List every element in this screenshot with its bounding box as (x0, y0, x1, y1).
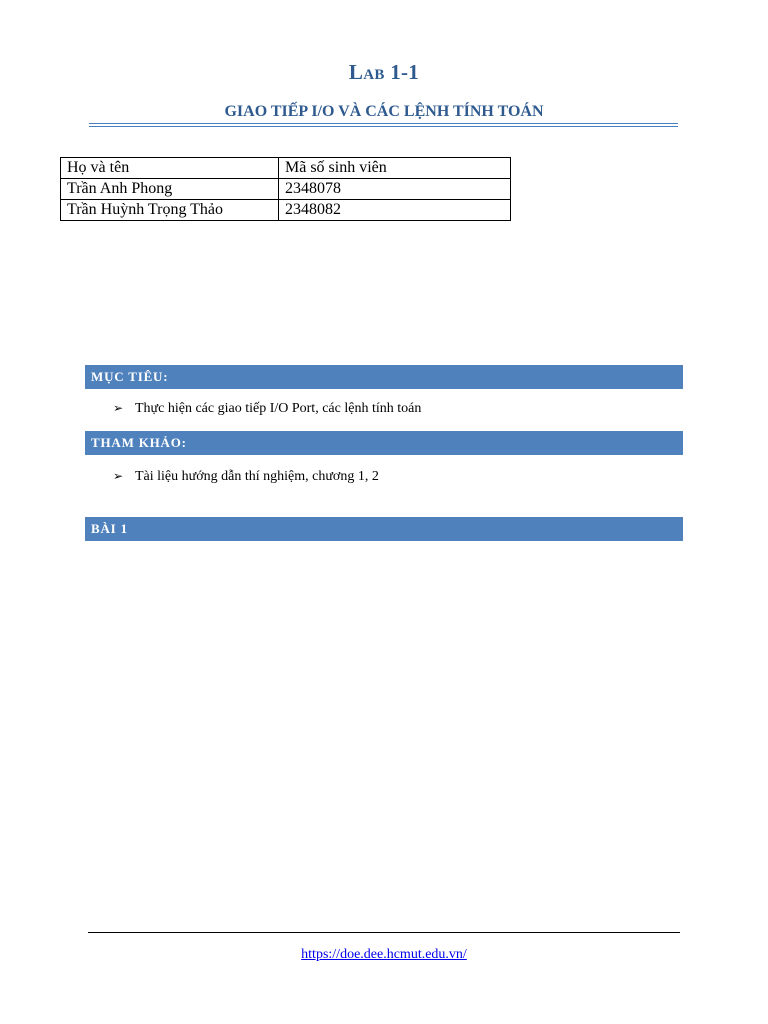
student-id-cell: 2348078 (279, 179, 511, 200)
table-row (61, 200, 511, 221)
list-item (113, 401, 421, 417)
student-name-cell: Trần Anh Phong (61, 179, 279, 200)
list-item (113, 469, 379, 485)
section-heading-reference: THAM KHẢO: (85, 431, 683, 455)
table-row (61, 179, 511, 200)
title-rule-bottom (89, 126, 678, 127)
footer-website-link[interactable]: https://doe.dee.hcmut.edu.vn/ (301, 947, 467, 962)
section-heading-exercise-1: BÀI 1 (85, 517, 683, 541)
document-subtitle: GIAO TIẾP I/O VÀ CÁC LỆNH TÍNH TOÁN (224, 103, 544, 120)
table-header-id: Mã số sinh viên (279, 158, 511, 179)
student-id-cell: 2348082 (279, 200, 511, 221)
arrow-bullet-icon: ➢ (113, 469, 124, 483)
title-rule-top (89, 123, 678, 124)
section-heading-objective: MỤC TIÊU: (85, 365, 683, 389)
arrow-bullet-icon: ➢ (113, 401, 124, 415)
reference-item-text: Tài liệu hướng dẫn thí nghiệm, chương 1, 2 (135, 469, 379, 484)
student-name-cell: Trần Huỳnh Trọng Thảo (61, 200, 279, 221)
students-table (60, 157, 511, 221)
lab-title: Lab 1-1 (348, 60, 420, 84)
footer-rule (88, 932, 680, 933)
table-header-name: Họ và tên (61, 158, 279, 179)
table-header-row (61, 158, 511, 179)
objective-item-text: Thực hiện các giao tiếp I/O Port, các lệnh tính toán (135, 401, 422, 416)
